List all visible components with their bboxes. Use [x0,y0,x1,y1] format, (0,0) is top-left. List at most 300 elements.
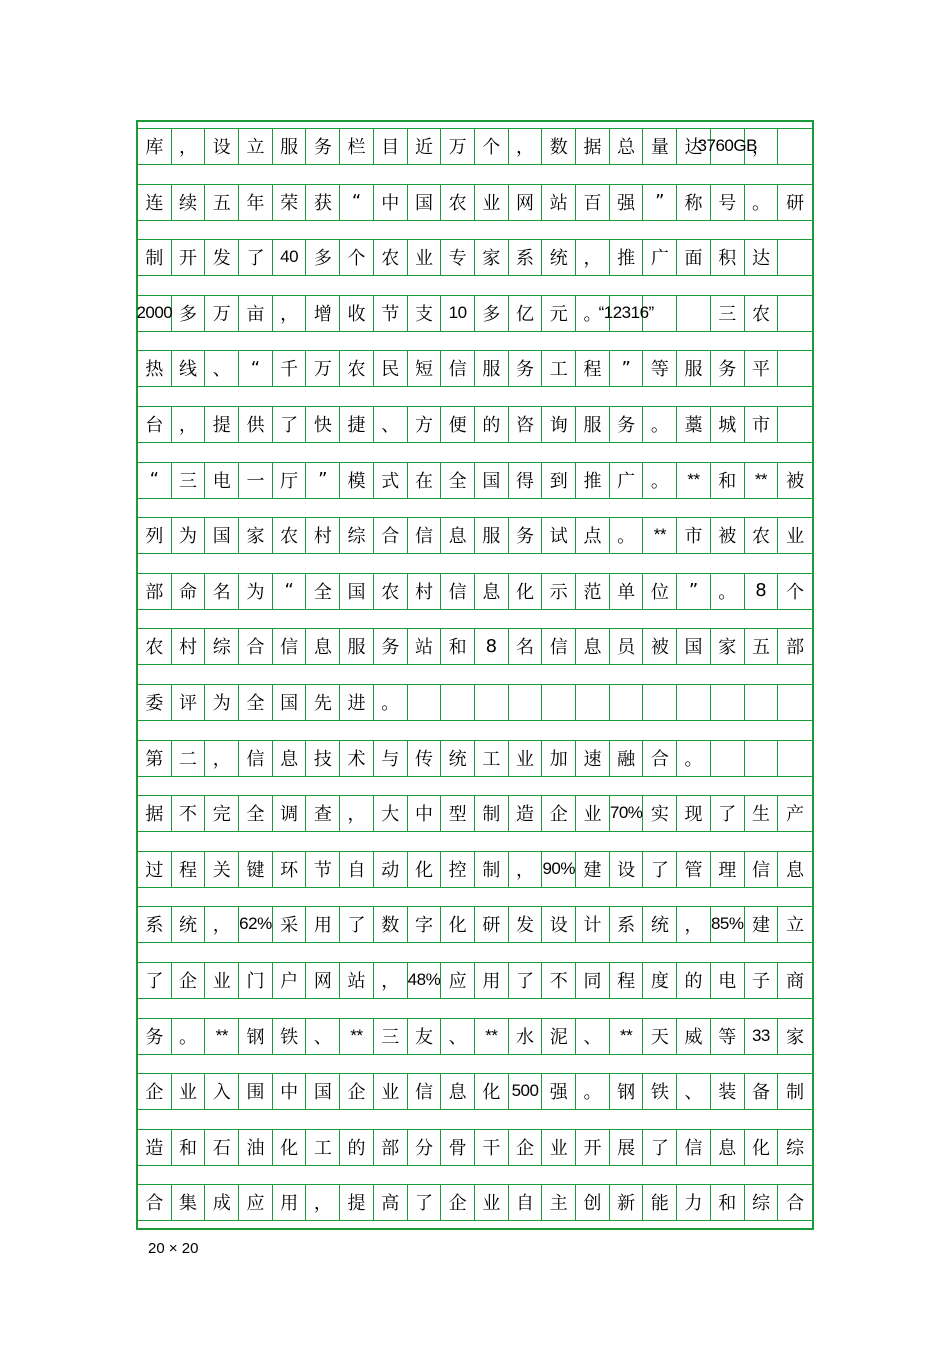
grid-cell: 制 [786,1082,805,1104]
grid-cell: 国 [475,462,509,498]
grid-cell: 系 [509,239,543,275]
grid-line [138,1109,812,1110]
grid-cell: ， [172,128,206,164]
grid-cell: 加 [542,740,576,776]
grid-cell: 提 [205,406,239,442]
grid-cell: 合 [138,1184,172,1220]
grid-cell: 键 [239,851,273,887]
grid-cell: ， [205,740,239,776]
grid-cell: 达 [745,239,779,275]
grid-cell: 面 [677,239,711,275]
grid-cell: 。 [172,1018,206,1054]
grid-cell: 合 [786,1193,805,1215]
grid-cell: 自 [340,851,374,887]
grid-cell: 国 [273,684,307,720]
grid-cell: 不 [542,962,576,998]
grid-cell: 五 [205,184,239,220]
grid-cell: 企 [138,1073,172,1109]
grid-cell: 采 [273,906,307,942]
grid-cell: 专 [441,239,475,275]
grid-cell: 委 [138,684,172,720]
grid-cell: 、 [441,1018,475,1054]
grid-cell: 。 [610,517,644,553]
grid-cell: 产 [786,804,805,826]
grid-cell: 个 [475,128,509,164]
grid-cell: 国 [677,628,711,664]
grid-cell [644,684,678,720]
grid-cell: 信 [677,1129,711,1165]
grid-cell: 和 [711,462,745,498]
grid-cell: 电 [205,462,239,498]
grid-cell: 站 [340,962,374,998]
grid-cell [778,406,812,442]
grid-cell: 中 [374,184,408,220]
grid-cell: ， [172,406,206,442]
grid-row [138,906,816,942]
grid-row [138,628,816,664]
grid-row [138,795,816,831]
grid-row [138,1129,816,1165]
grid-cell: 息 [711,1129,745,1165]
grid-cell: 获 [307,184,341,220]
grid-cell: 个 [340,239,374,275]
grid-cell: 完 [205,795,239,831]
grid-line [138,664,812,665]
grid-cell: 石 [205,1129,239,1165]
grid-cell: 业 [374,1073,408,1109]
grid-cell: 40 [273,239,307,275]
grid-cell: 动 [374,851,408,887]
grid-cell: 部 [374,1129,408,1165]
grid-cell [441,684,475,720]
grid-cell: 业 [172,1073,206,1109]
grid-cell: 捷 [340,406,374,442]
grid-cell: 亿 [509,295,543,331]
grid-cell: 被 [711,517,745,553]
grid-cell: 强 [542,1073,576,1109]
grid-line [138,1220,812,1221]
grid-cell: 栏 [340,128,374,164]
grid-cell: 连 [138,184,172,220]
grid-cell: ” [307,462,341,498]
grid-cell: 。 [644,406,678,442]
grid-cell: 的 [475,406,509,442]
grid-cell: 62% [239,906,273,942]
grid-cell: 管 [677,851,711,887]
grid-cell: 个 [786,581,805,603]
grid-line [138,220,812,221]
grid-cell: 息 [273,740,307,776]
grid-cell [778,350,812,386]
grid-cell: 家 [711,628,745,664]
grid-cell [711,740,745,776]
grid-cell: 70% [610,795,644,831]
grid-cell: 被 [786,470,805,492]
grid-cell: 近 [408,128,442,164]
grid-cell: 农 [745,295,779,331]
grid-cell: “ [138,462,172,498]
grid-cell: 数 [374,906,408,942]
grid-cell: 备 [745,1073,779,1109]
grid-cell: 33 [745,1018,779,1054]
grid-cell [509,684,543,720]
grid-cell: ， [745,128,779,164]
grid-cell: 多 [172,295,206,331]
grid-cell: 统 [172,906,206,942]
grid-cell: 现 [677,795,711,831]
grid-cell: 农 [441,184,475,220]
grid-cell: 500 [509,1073,543,1109]
grid-cell: 村 [307,517,341,553]
grid-cell: 咨 [509,406,543,442]
grid-cell: 能 [644,1184,678,1220]
grid-cell: 部 [138,573,172,609]
grid-row [138,406,816,442]
grid-cell [610,684,644,720]
grid-row [138,740,816,776]
grid-cell: 围 [239,1073,273,1109]
grid-cell: 信 [441,573,475,609]
grid-row [138,184,816,220]
grid-cell: ， [307,1184,341,1220]
grid-cell: 全 [239,795,273,831]
grid-cell: 业 [475,184,509,220]
grid-cell: 推 [610,239,644,275]
grid-cell [677,684,711,720]
grid-cell: 设 [610,851,644,887]
grid-cell: 网 [307,962,341,998]
grid-cell: 8 [745,573,779,609]
grid-cell: 制 [138,239,172,275]
grid-cell: ， [509,128,543,164]
grid-cell: 的 [677,962,711,998]
grid-cell: 站 [542,184,576,220]
grid-cell: 90% [542,851,576,887]
grid-line [138,831,812,832]
grid-cell: 得 [509,462,543,498]
grid-cell: 市 [677,517,711,553]
grid-cell: 发 [509,906,543,942]
grid-cell: 技 [307,740,341,776]
grid-cell: 试 [542,517,576,553]
grid-cell: 短 [408,350,442,386]
grid-cell: 铁 [644,1073,678,1109]
grid-cell: 务 [138,1018,172,1054]
grid-cell: 百 [576,184,610,220]
grid-cell: 范 [576,573,610,609]
grid-cell [644,295,678,331]
grid-cell: “ [239,350,273,386]
grid-cell: 48% [408,962,442,998]
grid-cell: 收 [340,295,374,331]
grid-cell: ， [340,795,374,831]
grid-cell: ， [576,239,610,275]
grid-cell: 二 [172,740,206,776]
grid-cell: 创 [576,1184,610,1220]
grid-cell: 了 [138,962,172,998]
grid-line [138,609,812,610]
grid-cell: 藁 [677,406,711,442]
grid-cell: 多 [475,295,509,331]
grid-cell [745,684,779,720]
grid-cell [778,684,812,720]
grid-cell: 铁 [273,1018,307,1054]
grid-cell: 供 [239,406,273,442]
grid-cell: 询 [542,406,576,442]
grid-cell: 子 [745,962,779,998]
grid-cell: 农 [374,239,408,275]
grid-cell: 开 [172,239,206,275]
grid-cell: 新 [610,1184,644,1220]
grid-cell: 称 [677,184,711,220]
grid-cell [408,684,442,720]
grid-cell: 家 [239,517,273,553]
grid-cell: 等 [644,350,678,386]
grid-line [138,442,812,443]
grid-cell: 中 [273,1073,307,1109]
grid-cell: 三 [172,462,206,498]
grid-cell: 服 [576,406,610,442]
grid-cell: 力 [677,1184,711,1220]
grid-cell: 理 [711,851,745,887]
grid-cell: 市 [745,406,779,442]
grid-cell: 钢 [610,1073,644,1109]
grid-cell: 荣 [273,184,307,220]
grid-cell: 统 [441,740,475,776]
grid-cell: 农 [340,350,374,386]
grid-cell: 息 [475,573,509,609]
grid-cell: 等 [711,1018,745,1054]
grid-cell: 广 [610,462,644,498]
grid-cell: ** [340,1018,374,1054]
grid-line [138,553,812,554]
grid-cell: 便 [441,406,475,442]
grid-cell: 评 [172,684,206,720]
grid-cell: 了 [644,851,678,887]
grid-cell: 息 [441,517,475,553]
grid-cell: 台 [138,406,172,442]
grid-cell: 门 [239,962,273,998]
grid-cell: 号 [711,184,745,220]
grid-cell: 控 [441,851,475,887]
grid-cell: 示 [542,573,576,609]
grid-cell: 站 [408,628,442,664]
grid-cell: 农 [745,517,779,553]
grid-cell: 业 [205,962,239,998]
grid-cell: 自 [509,1184,543,1220]
grid-cell: 息 [441,1073,475,1109]
grid-cell: 用 [307,906,341,942]
grid-cell: 工 [542,350,576,386]
grid-cell: 厅 [273,462,307,498]
grid-cell: 据 [138,795,172,831]
grid-cell: 度 [644,962,678,998]
grid-cell: 单 [610,573,644,609]
grid-line [138,720,812,721]
grid-cell: 三 [711,295,745,331]
grid-cell [711,684,745,720]
grid-cell: 造 [509,795,543,831]
grid-cell: 油 [239,1129,273,1165]
grid-cell: 总 [610,128,644,164]
grid-cell [475,684,509,720]
grid-cell: 企 [542,795,576,831]
grid-cell: 。 [677,740,711,776]
grid-row [138,1073,816,1109]
grid-row [138,295,816,331]
grid-cell: 服 [273,128,307,164]
grid-line [138,942,812,943]
grid-cell: 计 [576,906,610,942]
manuscript-grid [136,120,814,1230]
grid-cell: 年 [239,184,273,220]
grid-row [138,128,816,164]
grid-cell: 续 [172,184,206,220]
grid-cell: 服 [475,350,509,386]
grid-cell: 亩 [239,295,273,331]
grid-cell: 国 [408,184,442,220]
grid-cell: 综 [745,1184,779,1220]
grid-cell: 员 [610,628,644,664]
grid-cell: 3760GB [711,128,745,164]
grid-cell: 国 [340,573,374,609]
grid-cell: 积 [711,239,745,275]
grid-cell: 调 [273,795,307,831]
grid-cell: ** [677,462,711,498]
grid-cell: 、 [307,1018,341,1054]
grid-cell: 业 [786,526,805,548]
grid-cell: 息 [576,628,610,664]
grid-cell: 环 [273,851,307,887]
grid-cell: 合 [644,740,678,776]
grid-cell: 程 [610,962,644,998]
grid-cell: 达 [677,128,711,164]
grid-cell: 息 [786,859,805,881]
grid-cell: 进 [340,684,374,720]
grid-cell: 信 [273,628,307,664]
grid-line [138,275,812,276]
grid-cell: 、 [677,1073,711,1109]
grid-cell: 、 [205,350,239,386]
grid-cell: 实 [644,795,678,831]
grid-cell: 第 [138,740,172,776]
grid-cell: 据 [576,128,610,164]
grid-cell: 务 [307,128,341,164]
grid-cell: 化 [509,573,543,609]
grid-row [138,1018,816,1054]
grid-cell: 企 [172,962,206,998]
grid-cell: 信 [745,851,779,887]
grid-cell: ” [677,573,711,609]
grid-cell: 展 [610,1129,644,1165]
grid-cell: 高 [374,1184,408,1220]
grid-cell: 库 [138,128,172,164]
grid-cell: 主 [542,1184,576,1220]
grid-cell: 户 [273,962,307,998]
grid-cell: 务 [509,517,543,553]
grid-cell: 企 [441,1184,475,1220]
grid-cell: 传 [408,740,442,776]
grid-cell: 融 [610,740,644,776]
grid-cell: 数 [542,128,576,164]
grid-cell: 合 [374,517,408,553]
grid-cell: 服 [475,517,509,553]
grid-cell: 综 [205,628,239,664]
grid-cell: 、 [374,406,408,442]
grid-cell: 字 [408,906,442,942]
grid-cell: 建 [745,906,779,942]
grid-cell: 成 [205,1184,239,1220]
grid-cell: 开 [576,1129,610,1165]
grid-cell: 业 [475,1184,509,1220]
grid-cell: 造 [138,1129,172,1165]
grid-cell: 全 [307,573,341,609]
grid-cell: 业 [408,239,442,275]
grid-cell: 目 [374,128,408,164]
grid-cell: 程 [576,350,610,386]
grid-cell: ** [475,1018,509,1054]
grid-cell [778,295,812,331]
grid-cell: 五 [745,628,779,664]
grid-cell: 多 [307,239,341,275]
grid-cell: 术 [340,740,374,776]
grid-cell: 速 [576,740,610,776]
grid-cell: 立 [239,128,273,164]
grid-row [138,851,816,887]
grid-line [138,164,812,165]
grid-cell: 业 [542,1129,576,1165]
grid-row [138,1184,816,1220]
grid-cell: 热 [138,350,172,386]
grid-cell: 10 [441,295,475,331]
grid-cell: 支 [408,295,442,331]
grid-cell: 了 [509,962,543,998]
grid-line [138,386,812,387]
grid-cell: 生 [745,795,779,831]
grid-cell: 和 [172,1129,206,1165]
grid-cell: 化 [475,1073,509,1109]
grid-cell: ， [509,851,543,887]
grid-cell: 合 [239,628,273,664]
grid-cell: 钢 [239,1018,273,1054]
grid-cell: 化 [408,851,442,887]
grid-cell: 家 [475,239,509,275]
grid-cell: 列 [138,517,172,553]
grid-cell: 同 [576,962,610,998]
grid-cell [542,684,576,720]
grid-cell: ， [273,295,307,331]
grid-cell: 设 [542,906,576,942]
grid-cell: 节 [374,295,408,331]
grid-cell: “ [340,184,374,220]
grid-cell: 信 [239,740,273,776]
grid-cell: 电 [711,962,745,998]
grid-cell: 发 [205,239,239,275]
grid-cell: 网 [509,184,543,220]
grid-cell: 平 [745,350,779,386]
grid-cell: 农 [138,628,172,664]
grid-cell: 线 [172,350,206,386]
grid-cell: 8 [475,628,509,664]
grid-cell: 企 [509,1129,543,1165]
grid-row [138,350,816,386]
grid-cell: 综 [340,517,374,553]
grid-cell: 与 [374,740,408,776]
grid-cell: 千 [273,350,307,386]
grid-cell: 强 [610,184,644,220]
grid-cell: ** [644,517,678,553]
grid-cell: 模 [340,462,374,498]
